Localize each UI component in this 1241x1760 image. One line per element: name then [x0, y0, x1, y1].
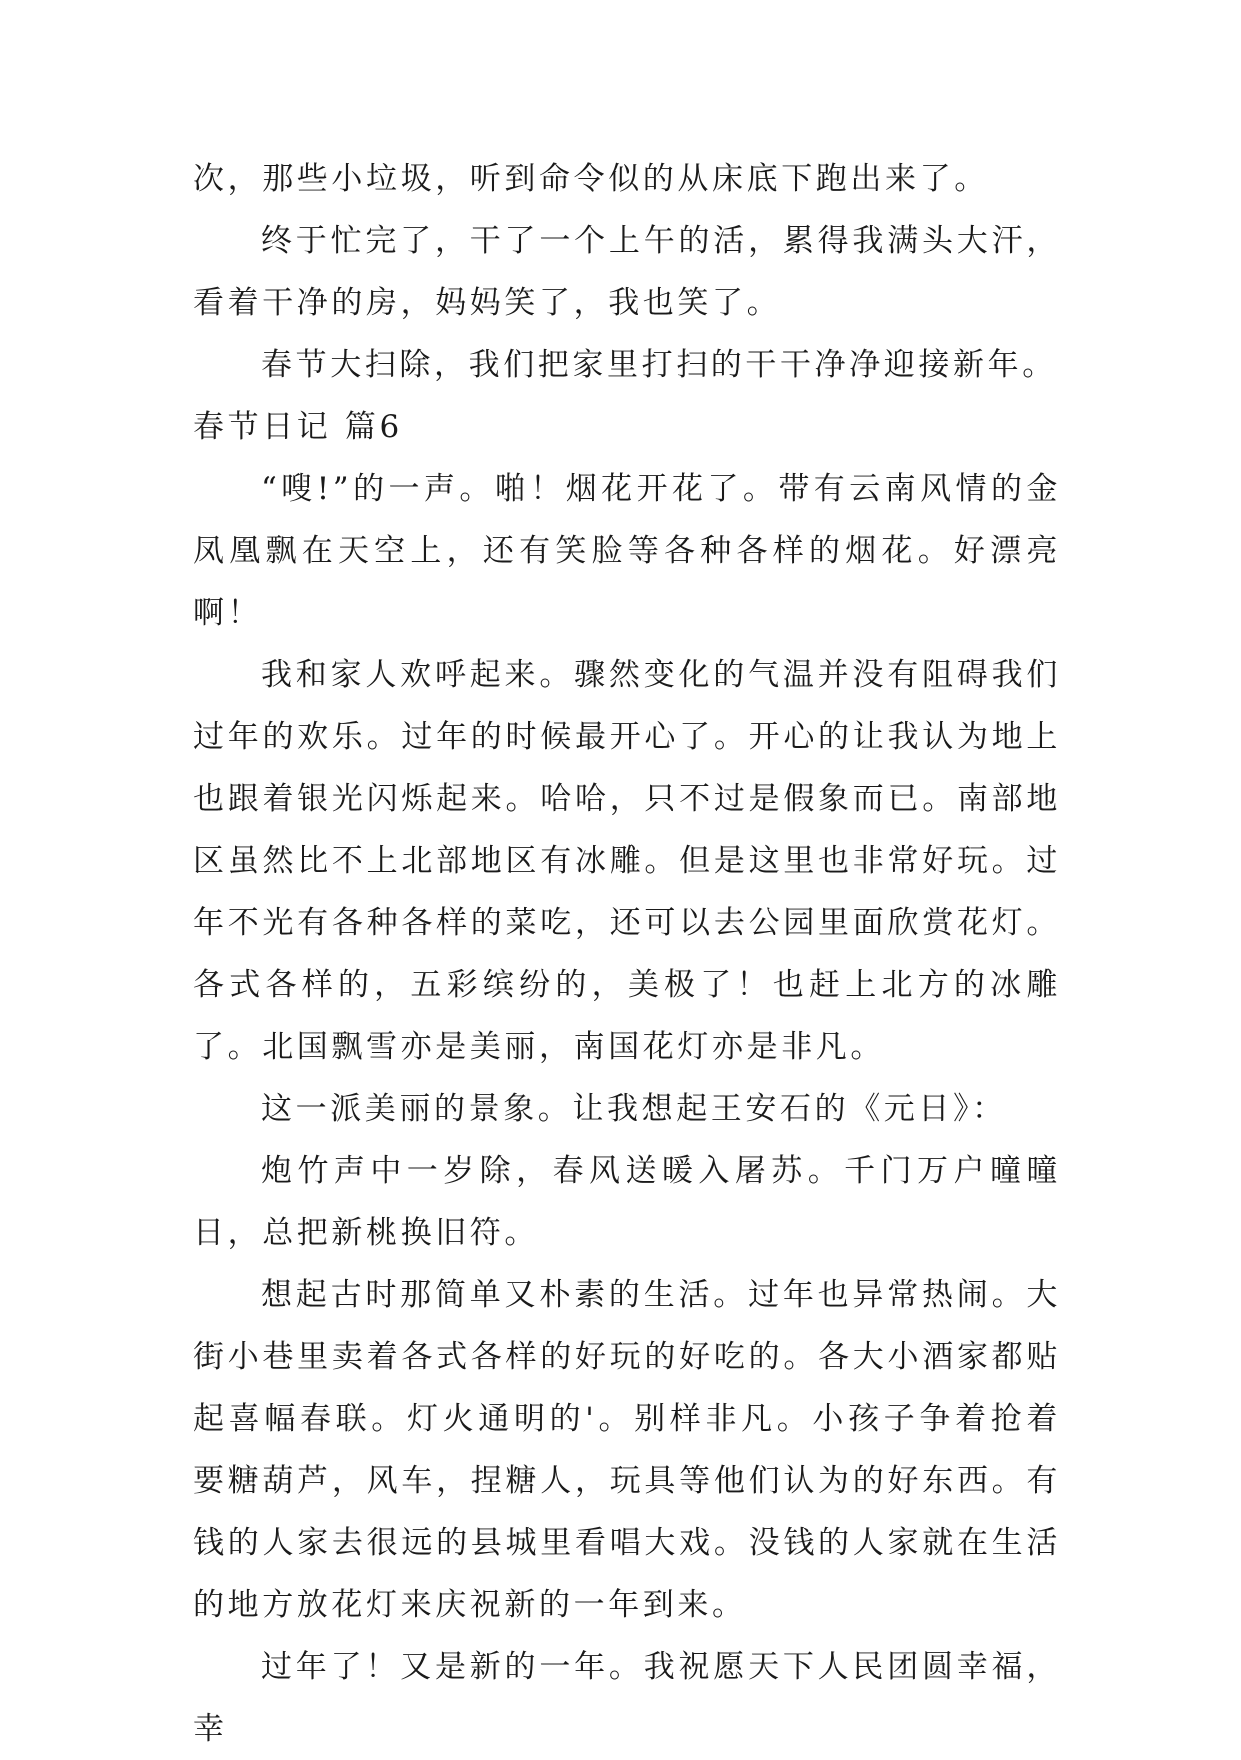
- section-heading: 春节日记 篇6: [193, 409, 403, 445]
- poem-paragraph: 炮竹声中一岁除，春风送暖入屠苏。千门万户曈曈日，总把新桃换旧符。: [193, 1153, 1061, 1251]
- paragraph: 想起古时那简单又朴素的生活。过年也异常热闹。大街小巷里卖着各式各样的好玩的好吃的。各大小酒家都贴起喜幅春联。灯火通明的'。别样非凡。小孩子争着抢着要糖葫芦，风车，捏糖人，玩具等他们认为的好东西。有钱的人家去很远的县城里看唱大戏。没钱的人家就在生活的地方放花灯来庆祝新的一年到来。: [193, 1277, 1061, 1623]
- paragraph: 终于忙完了，干了一个上午的活，累得我满头大汗，看着干净的房，妈妈笑了，我也笑了。: [193, 223, 1061, 321]
- paragraph: 春节大扫除，我们把家里打扫的干干净净迎接新年。: [261, 347, 1057, 383]
- document-body: [193, 148, 1061, 1760]
- paragraph: 我和家人欢呼起来。骤然变化的气温并没有阻碍我们过年的欢乐。过年的时候最开心了。开心的让我认为地上也跟着银光闪烁起来。哈哈，只不过是假象而已。南部地区虽然比不上北部地区有冰雕。但是这里也非常好玩。过年不光有各种各样的菜吃，还可以去公园里面欣赏花灯。各式各样的，五彩缤纷的，美极了！也赶上北方的冰雕了。北国飘雪亦是美丽，南国花灯亦是非凡。: [193, 657, 1061, 1065]
- paragraph: 这一派美丽的景象。让我想起王安石的《元日》：: [261, 1091, 1007, 1127]
- paragraph: 过年了！又是新的一年。我祝愿天下人民团圆幸福，幸: [193, 1649, 1061, 1747]
- paragraph: 次，那些小垃圾，听到命令似的从床底下跑出来了。: [193, 161, 989, 197]
- paragraph: “嗖!”的一声。啪！烟花开花了。带有云南风情的金凤凰飘在天空上，还有笑脸等各种各样的烟花。好漂亮啊！: [193, 471, 1061, 631]
